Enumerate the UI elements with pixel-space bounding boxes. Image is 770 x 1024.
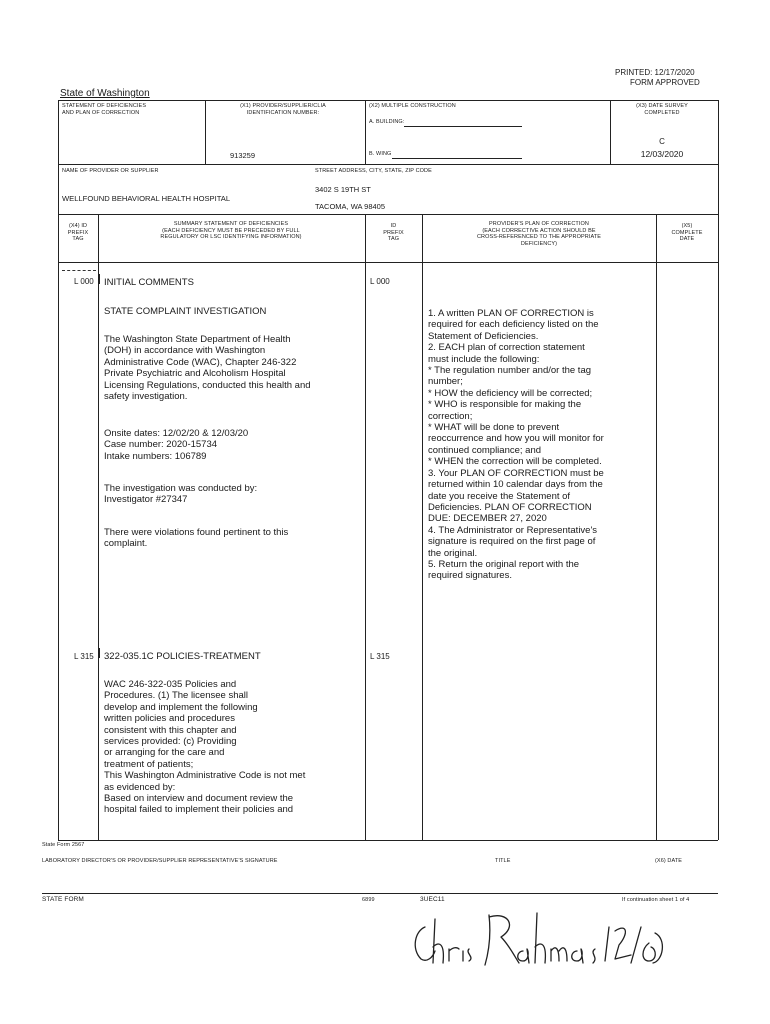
continuation-sheet: If continuation sheet 1 of 4 [622, 897, 690, 903]
printed-date: PRINTED: 12/17/2020 [615, 68, 695, 77]
provider-name: WELLFOUND BEHAVIORAL HEALTH HOSPITAL [62, 194, 231, 203]
provider-id-label: (X1) PROVIDER/SUPPLIER/CLIA IDENTIFICATION NUMBER: [240, 103, 326, 116]
state-form-label: STATE FORM [42, 896, 84, 903]
survey-date: 12/03/2020 [640, 149, 684, 159]
plan-instructions: 1. A written PLAN OF CORRECTION is required for each deficiency listed on the Statement of Deficiencies. 2. EACH plan of correction statement must include the following: * The regulation number and/or the tag number; * HOW the deficiency will be corrected; * WHO is responsible for making the correction; * WHAT will be done to prevent reoccurrence and how you will monitor for continued compliance; and * WHEN the correction will be completed. 3. Your PLAN OF CORRECTION must be returned within 10 calendar days from the date you receive the Statement of Deficiencies. PLAN OF CORRECTION DUE: DECEMBER 27, 2020 4. The Administrator or Representative's signature is required on the first page of the original. 5. Return the original report with the required signatures. [428, 308, 604, 582]
x4-prefix-header: (X4) ID PREFIX TAG [67, 223, 89, 242]
paragraph-intro: The Washington State Department of Health (DOH) in accordance with Washington Administrative Code (WAC), Chapter 246-322 Private Psychiatric and Alcoholism Hospital Licensing Regulations, conducted this health and safety investigation. [104, 334, 311, 403]
row-id-tag: L 315 [370, 652, 390, 661]
address-label: STREET ADDRESS, CITY, STATE, ZIP CODE [315, 168, 432, 174]
row-tag: L 315 [74, 652, 94, 661]
row-heading: INITIAL COMMENTS [104, 277, 194, 288]
complete-date-header: (X5) COMPLETE DATE [671, 223, 703, 242]
state-name: State of Washington [60, 88, 150, 99]
address-line1: 3402 S 19TH ST [315, 185, 371, 194]
provider-number: 913259 [230, 151, 256, 160]
state-form-number: State Form 2567 [42, 842, 85, 848]
paragraph-dates: Onsite dates: 12/02/20 & 12/03/20 Case number: 2020-15734 Intake numbers: 106789 [104, 428, 249, 462]
form-code: 6899 [362, 897, 375, 903]
wing-label: B. WING [369, 151, 392, 157]
survey-completed-label: (X3) DATE SURVEY COMPLETED [636, 103, 688, 116]
row-heading: 322-035.1C POLICIES-TREATMENT [104, 651, 261, 662]
statement-label: STATEMENT OF DEFICIENCIES AND PLAN OF CORRECTION [62, 103, 147, 116]
signature-label: LABORATORY DIRECTOR'S OR PROVIDER/SUPPLIER REPRESENTATIVE'S SIGNATURE [42, 858, 278, 864]
paragraph-violations: There were violations found pertinent to this complaint. [104, 527, 289, 550]
subheading: STATE COMPLAINT INVESTIGATION [104, 306, 267, 317]
paragraph-wac: WAC 246-322-035 Policies and Procedures. (1) The licensee shall develop and implement the following written policies and procedures consistent with this chapter and services provided: (c) Providing or arranging for the care and treatment of patients; This Washington Administrative Code is not met as evidenced by: Based on interview and document review the hospital failed to implement their policies and [104, 679, 306, 816]
multiple-construction-label: (X2) MULTIPLE CONSTRUCTION [369, 103, 456, 109]
handwritten-signature [405, 905, 665, 975]
summary-header: SUMMARY STATEMENT OF DEFICIENCIES (EACH DEFICIENCY MUST BE PRECEDED BY FULL REGULATORY OR LSC IDENTIFYING INFORMATION) [160, 221, 302, 240]
form-approved: FORM APPROVED [630, 78, 700, 87]
building-label: A. BUILDING: [369, 119, 405, 125]
id-prefix-header: ID PREFIX TAG [383, 223, 404, 242]
plan-header: PROVIDER'S PLAN OF CORRECTION (EACH CORRECTIVE ACTION SHOULD BE CROSS-REFERENCED TO THE APPROPRIATE DEFICIENCY) [476, 221, 602, 247]
row-tag: L 000 [74, 277, 94, 286]
address-line2: TACOMA, WA 98405 [315, 202, 386, 211]
paragraph-investigator: The investigation was conducted by: Investigator #27347 [104, 483, 258, 506]
x6-date-label: (X6) DATE [655, 858, 683, 864]
provider-name-label: NAME OF PROVIDER OR SUPPLIER [62, 168, 159, 174]
title-label: TITLE [495, 858, 511, 864]
row-id-tag: L 000 [370, 277, 390, 286]
event-id: 3UEC11 [420, 896, 445, 903]
survey-code: C [659, 137, 665, 146]
